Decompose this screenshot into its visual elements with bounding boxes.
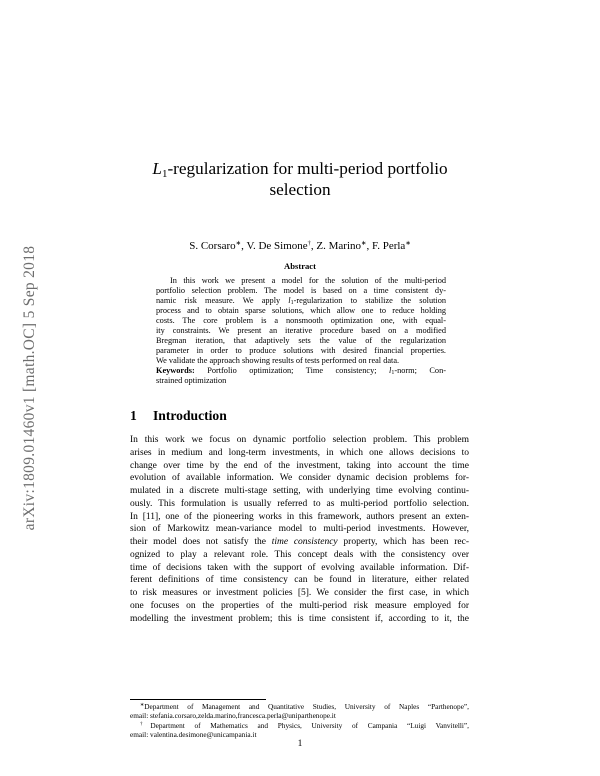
footnote-line xyxy=(130,702,469,711)
abstract-line-text: namic risk measure. We apply xyxy=(156,296,289,306)
title-line-1-text: -regularization for multi-period portfolio xyxy=(167,159,448,178)
author-list xyxy=(130,239,470,253)
abstract-line: Bregman iteration, that adaptively sets the value of the regularization xyxy=(156,336,446,346)
body-line: change over time by the end of the investment, taking into account the time xyxy=(130,460,469,471)
arxiv-id-text: arXiv:1809.01460v1 [math.OC] 5 Sep 2018 xyxy=(21,245,38,531)
body-line: In this work we focus on dynamic portfolio selection problem. This problem xyxy=(130,435,469,445)
section-number: 1 xyxy=(130,408,137,423)
author-name: Z. Marino xyxy=(316,240,362,252)
body-paragraph xyxy=(130,434,469,625)
footnote-mark: ∗ xyxy=(140,703,145,708)
keywords-text: -norm; Con- xyxy=(394,366,446,376)
footnotes xyxy=(130,702,469,739)
body-line: sion of Markowitz mean-variance model to multi-period investments. However, xyxy=(130,524,469,535)
author-separator: , xyxy=(310,240,317,252)
body-line: In [11], one of the pioneering works in this framework, authors present an exten- xyxy=(130,511,469,522)
abstract-heading: Abstract xyxy=(284,261,316,271)
abstract-line: costs. The core problem is a nonsmooth optimization one, with equal- xyxy=(156,316,446,326)
body-line-text: property, which has been rec- xyxy=(337,537,469,547)
title-symbol: L xyxy=(152,159,162,178)
abstract-body xyxy=(156,276,446,387)
title-line-2: selection xyxy=(269,180,331,199)
body-line: time of decisions taken with the support of evolving available information. Dif- xyxy=(130,562,469,573)
footnote-text: Department of Management and Quantitative Studies, University of Naples “Parthenope”, xyxy=(144,702,469,711)
author-name: V. De Simone xyxy=(246,240,308,252)
author-name: F. Perla xyxy=(371,240,406,252)
keywords-l-subscript: 1 xyxy=(391,370,395,377)
page-number: 1 xyxy=(297,739,303,749)
author-affiliation-mark: † xyxy=(307,240,311,247)
abstract-line: process and to obtain sparse solutions, which allow one to reduce holding xyxy=(156,306,446,316)
body-line: ognized to play a relevant role. This concept deals with the consistency over xyxy=(130,549,469,560)
abstract-line: parameter in order to produce solutions with desired financial properties. xyxy=(156,346,446,356)
keywords-text: Portfolio optimization; Time consistency; xyxy=(194,366,390,376)
keywords-label: Keywords: xyxy=(156,366,195,376)
title-line-1 xyxy=(130,158,470,179)
body-line: to risk measures or investment policies [5]. We consider the first case, in which xyxy=(130,588,469,598)
abstract-line: portfolio selection problem. The model is based on a time consistent dy- xyxy=(156,286,446,296)
title-subscript: 1 xyxy=(161,168,168,180)
footnote-mark: † xyxy=(140,721,151,727)
author-separator: , xyxy=(366,240,372,252)
section-title: Introduction xyxy=(153,408,227,423)
abstract-line: In this work we present a model for the solution of the multi-period xyxy=(170,276,446,285)
abstract-l-subscript: 1 xyxy=(290,300,294,307)
arxiv-identifier-stamp xyxy=(13,188,47,588)
author-affiliation-mark: ∗ xyxy=(361,240,367,247)
body-line: arises in medium and long-term investments, in which one allows decisions to xyxy=(130,447,469,458)
emphasized-term: time consistency xyxy=(271,537,338,547)
abstract-line xyxy=(156,296,446,306)
abstract-l-symbol: l xyxy=(288,296,291,306)
body-line: ously. This formulation is usually referred to as multi-period portfolio selection. xyxy=(130,498,469,509)
author-name: S. Corsaro xyxy=(189,240,236,252)
body-line: mulated in a discrete multi-stage setting, with underlying time evolving continu- xyxy=(130,486,469,496)
author-affiliation-mark: ∗ xyxy=(235,240,242,247)
abstract-line: We validate the approach showing results of tests performed on real data. xyxy=(156,356,400,366)
body-line xyxy=(130,536,469,549)
author-separator: , xyxy=(241,240,247,252)
keywords-line xyxy=(156,366,446,376)
body-line: one focuses on the properties of the multi-period risk measure employed for xyxy=(130,600,469,611)
body-line: ferent definitions of time consistency can be found in literature, either related xyxy=(130,575,469,586)
keywords-l-symbol: l xyxy=(389,366,392,376)
footnote-line xyxy=(130,721,469,730)
keywords-line: strained optimization xyxy=(156,376,227,386)
abstract-line: ity constraints. We present an iterative procedure based on a modified xyxy=(156,326,446,336)
abstract-line-text: -regularization to stabilize the solution xyxy=(293,296,446,306)
footnote-rule xyxy=(130,699,266,700)
paper-title xyxy=(130,158,470,200)
section-heading xyxy=(130,408,227,424)
author-affiliation-mark: ∗ xyxy=(405,240,411,247)
body-line-text: their model does not satisfy the xyxy=(130,537,272,547)
footnote-text: Department of Mathematics and Physics, University of Campania “Luigi Vanvitelli”, xyxy=(150,720,469,730)
body-line: evolution of available information. We consider dynamic decision problems for- xyxy=(130,473,469,484)
footnote-line: email: stefania.corsaro,zelda.marino,francesca.perla@uniparthenope.it xyxy=(130,711,336,721)
body-line: modelling the investment problem; this is time consistent if, according to it, the xyxy=(130,613,469,624)
footnote-line: email: valentina.desimone@unicampania.it xyxy=(130,729,257,739)
